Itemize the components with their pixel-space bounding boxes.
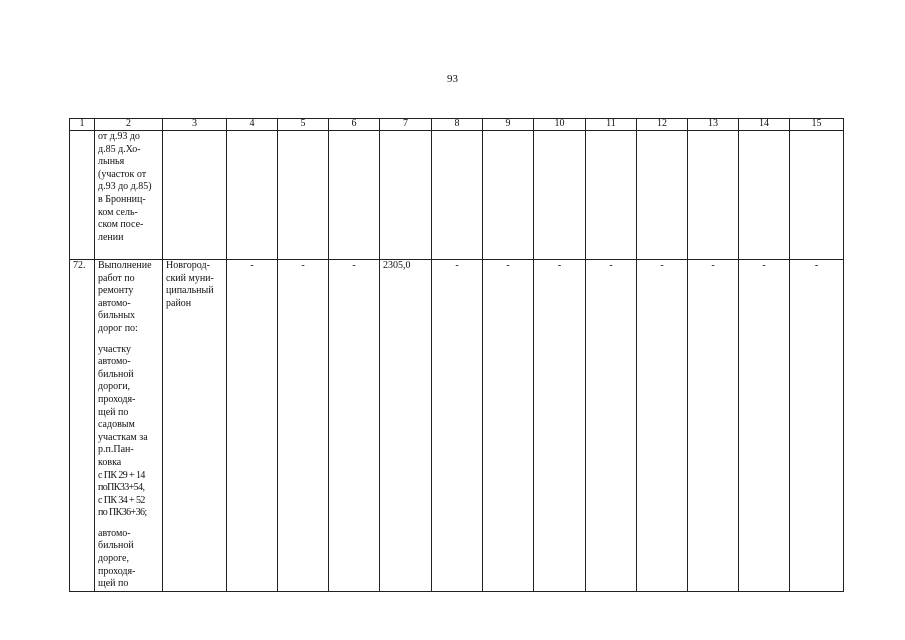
table-cell	[688, 131, 739, 260]
table-cell: -	[483, 260, 534, 592]
column-header: 13	[688, 119, 739, 131]
table-cell	[790, 131, 844, 260]
table-cell: -	[637, 260, 688, 592]
column-header: 5	[278, 119, 329, 131]
work-description: от д.93 до д.85 д.Хо- лынья (участок от д.93 до д.85) в Бронниц- ком сель- ском посе- лении	[98, 131, 152, 243]
table-cell: -	[688, 260, 739, 592]
column-header: 10	[534, 119, 586, 131]
column-header: 2	[95, 119, 163, 131]
column-header: 11	[586, 119, 637, 131]
table-cell: -	[739, 260, 790, 592]
column-header: 1	[70, 119, 95, 131]
table-cell: -	[227, 260, 278, 592]
table-cell	[432, 131, 483, 260]
work-description-section-2: автомо- бильной дороге, проходя- щей по	[98, 527, 136, 590]
row-number: 72.	[70, 260, 95, 592]
column-header: 15	[790, 119, 844, 131]
table-cell	[586, 131, 637, 260]
table-cell	[534, 131, 586, 260]
table-cell	[70, 131, 95, 260]
data-table	[69, 118, 844, 592]
table-cell: -	[790, 260, 844, 592]
table-cell	[483, 131, 534, 260]
header-row	[70, 119, 844, 131]
table-cell	[95, 260, 163, 592]
column-header: 9	[483, 119, 534, 131]
table-cell	[163, 260, 227, 592]
work-description-section-1: участку автомо- бильной дороги, проходя- щей по садовым участкам за р.п.Пан- ковка	[98, 343, 148, 468]
table-cell	[278, 131, 329, 260]
column-header: 4	[227, 119, 278, 131]
table-row-continuation	[70, 131, 844, 260]
municipality: Новгород- ский муни- ципальный район	[166, 260, 214, 309]
column-header: 8	[432, 119, 483, 131]
table-cell: -	[586, 260, 637, 592]
amount-cell: 2305,0	[380, 260, 432, 592]
column-header: 3	[163, 119, 227, 131]
table-cell: -	[329, 260, 380, 592]
work-description-pickets: с ПК 29 + 14 поПК33+54, с ПК 34 + 52 по ПК36+36;	[98, 469, 147, 519]
table-cell: -	[278, 260, 329, 592]
column-header: 7	[380, 119, 432, 131]
table-cell	[739, 131, 790, 260]
table-cell	[227, 131, 278, 260]
table-cell	[95, 131, 163, 260]
column-header: 14	[739, 119, 790, 131]
table-cell: -	[534, 260, 586, 592]
column-header: 6	[329, 119, 380, 131]
table-cell	[163, 131, 227, 260]
table-cell	[637, 131, 688, 260]
work-description-intro: Выполнение работ по ремонту автомо- бильных дорог по:	[98, 260, 152, 334]
page-number: 93	[447, 73, 458, 85]
table-cell: -	[432, 260, 483, 592]
table-cell	[380, 131, 432, 260]
column-header: 12	[637, 119, 688, 131]
table-row-72	[70, 260, 844, 592]
table-cell	[329, 131, 380, 260]
